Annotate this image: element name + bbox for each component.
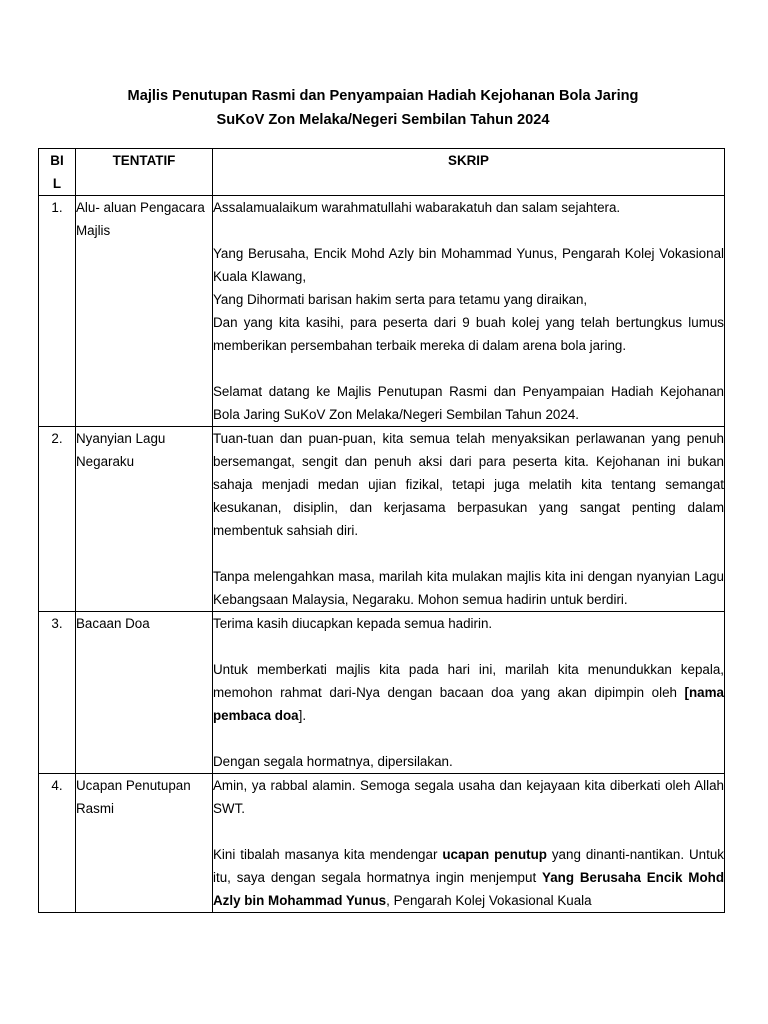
row-number: 2.: [39, 427, 76, 612]
script-text: ].: [298, 708, 307, 723]
header-tentatif: TENTATIF: [76, 149, 213, 196]
script-paragraph: Assalamualaikum warahmatullahi wabarakatuh dan salam sejahtera.: [213, 200, 621, 215]
title-line-1: Majlis Penutupan Rasmi dan Penyampaian Hadiah Kejohanan Bola Jaring: [127, 88, 639, 104]
table-row: [39, 774, 725, 913]
row-skrip: [213, 427, 725, 612]
script-paragraph: Tanpa melengahkan masa, marilah kita mulakan majlis kita ini dengan nyanyian Lagu Kebangsaan Malaysia, Negaraku. Mohon semua hadirin untuk berdiri.: [213, 569, 724, 607]
placeholder-reader-name: [nama pembaca doa: [213, 685, 724, 723]
row-skrip: [213, 774, 725, 913]
row-number: 3.: [39, 612, 76, 774]
row-tentatif: Ucapan Penutupan Rasmi: [76, 774, 213, 913]
header-bil-line-1: BI: [50, 153, 64, 168]
script-paragraph: [213, 658, 724, 727]
script-text: yang dinanti-nantikan. Untuk itu, saya dengan segala hormatnya ingin menjemput: [213, 847, 724, 885]
script-paragraph: Tuan-tuan dan puan-puan, kita semua telah menyaksikan perlawanan yang penuh bersemangat, sengit dan penuh aksi dari para peserta kita. Kejohanan ini bukan sahaja menjadi medan ujian fizikal, tetapi juga melatih kita tentang semangat kesukanan, disiplin, dan kerjasama berpasukan yang sangat penting dalam membentuk sahsiah diri.: [213, 431, 724, 538]
script-paragraph: Yang Berusaha, Encik Mohd Azly bin Mohammad Yunus, Pengarah Kolej Vokasional Kuala Klawang,: [213, 246, 724, 284]
table-row: [39, 427, 725, 612]
row-tentatif: Alu- aluan Pengacara Majlis: [76, 196, 213, 427]
script-paragraph: [213, 843, 724, 912]
table-row: [39, 196, 725, 427]
script-paragraph: Dan yang kita kasihi, para peserta dari 9 buah kolej yang telah bertungkus lumus memberikan persembahan terbaik mereka di dalam arena bola jaring.: [213, 315, 724, 353]
title-line-2: SuKoV Zon Melaka/Negeri Sembilan Tahun 2024: [216, 112, 550, 128]
row-number: 1.: [39, 196, 76, 427]
row-tentatif: Bacaan Doa: [76, 612, 213, 774]
script-text: Kini tibalah masanya kita mendengar: [213, 847, 443, 862]
header-skrip: SKRIP: [213, 149, 725, 196]
row-skrip: [213, 196, 725, 427]
header-bil: [39, 149, 76, 196]
script-paragraph: Terima kasih diucapkan kepada semua hadirin.: [213, 616, 493, 631]
script-text: Untuk memberkati majlis kita pada hari ini, marilah kita menundukkan kepala, memohon rahmat dari-Nya dengan bacaan doa yang akan dipimpin oleh: [213, 662, 724, 700]
script-paragraph: Yang Dihormati barisan hakim serta para tetamu yang diraikan,: [213, 292, 588, 307]
row-tentatif: Nyanyian Lagu Negaraku: [76, 427, 213, 612]
row-number: 4.: [39, 774, 76, 913]
emphasis-text: ucapan penutup: [442, 847, 547, 862]
script-text: , Pengarah Kolej Vokasional Kuala: [386, 893, 592, 908]
table-header-row: [39, 149, 725, 196]
emphasis-text: Yang Berusaha Encik Mohd Azly bin Mohammad Yunus: [213, 870, 724, 908]
script-paragraph: Selamat datang ke Majlis Penutupan Rasmi dan Penyampaian Hadiah Kejohanan Bola Jaring SuKoV Zon Melaka/Negeri Sembilan Tahun 2024.: [213, 384, 724, 422]
schedule-table: [38, 148, 725, 913]
table-row: [39, 612, 725, 774]
script-paragraph: Dengan segala hormatnya, dipersilakan.: [213, 754, 453, 769]
script-paragraph: Amin, ya rabbal alamin. Semoga segala usaha dan kejayaan kita diberkati oleh Allah SWT.: [213, 778, 724, 816]
document-title: [40, 84, 726, 132]
row-skrip: [213, 612, 725, 774]
header-bil-line-2: L: [52, 176, 62, 191]
